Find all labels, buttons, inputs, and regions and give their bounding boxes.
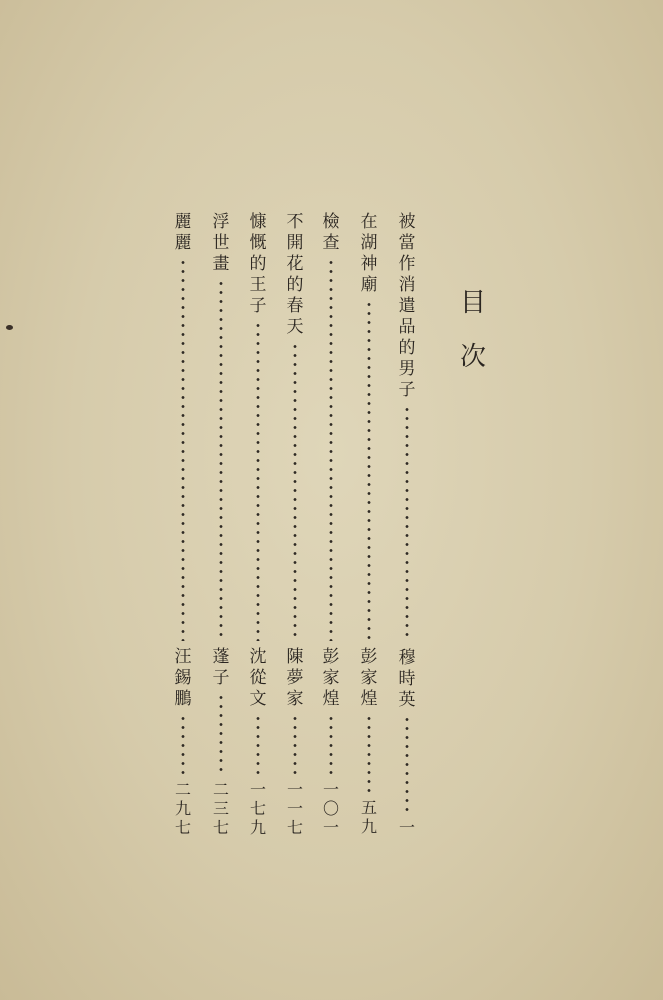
entry-title — [172, 212, 194, 254]
entry-title — [358, 212, 380, 296]
entry-title-char: 遣 — [398, 296, 416, 316]
entry-author-char: 鵬 — [174, 689, 192, 709]
entry-page — [396, 818, 418, 837]
entry-title-char: 查 — [322, 233, 340, 253]
entry-author-char: 彭 — [360, 647, 378, 667]
entry-page — [247, 780, 269, 837]
entry-title-char: 神 — [360, 254, 378, 274]
entry-page — [358, 798, 380, 836]
entry-page — [210, 780, 232, 837]
entry-title-char: 子 — [249, 296, 267, 316]
entry-author-char: 家 — [286, 689, 304, 709]
leader-dots — [256, 321, 260, 641]
entry-title-char: 廟 — [360, 275, 378, 295]
entry-page-char: 三 — [212, 799, 229, 818]
entry-page-char: 七 — [174, 818, 191, 837]
entry-page-char: 七 — [212, 818, 229, 837]
entry-page-char: 一 — [398, 818, 415, 837]
entry-page-char: 一 — [286, 780, 303, 799]
entry-author-char: 彭 — [322, 647, 340, 667]
entry-author-char: 穆 — [398, 648, 416, 668]
heading-char: 目 — [459, 288, 486, 318]
entry-author — [172, 647, 194, 710]
entry-title-char: 慷 — [249, 212, 267, 232]
toc-heading — [457, 290, 489, 370]
entry-page-char: 九 — [249, 818, 266, 837]
leader-dots — [367, 714, 371, 792]
entry-author — [358, 647, 380, 710]
entry-author-char: 錫 — [174, 668, 192, 688]
entry-author-char: 文 — [249, 689, 267, 709]
entry-title-char: 麗 — [174, 212, 192, 232]
entry-title-char: 子 — [398, 380, 416, 400]
leader-dots — [367, 300, 371, 641]
entry-page-char: 一 — [286, 799, 303, 818]
entry-page — [320, 780, 342, 837]
ink-speck — [6, 325, 13, 330]
entry-author-char: 從 — [249, 668, 267, 688]
entry-author — [247, 647, 269, 710]
entry-title-char: 花 — [286, 254, 304, 274]
entry-title-char: 當 — [398, 233, 416, 253]
entry-author-char: 時 — [398, 669, 416, 689]
leader-dots — [405, 405, 409, 642]
entry-page-char: 二 — [212, 780, 229, 799]
entry-title — [284, 212, 306, 338]
entry-page-char: 七 — [286, 818, 303, 837]
entry-title-char: 品 — [398, 317, 416, 337]
entry-title-char: 消 — [398, 275, 416, 295]
entry-author — [284, 647, 306, 710]
entry-title-char: 麗 — [174, 233, 192, 253]
entry-page-char: 二 — [174, 780, 191, 799]
entry-page-char: 九 — [174, 799, 191, 818]
entry-author-char: 子 — [212, 668, 230, 688]
entry-author-char: 英 — [398, 690, 416, 710]
entry-title-char: 作 — [398, 254, 416, 274]
entry-title-char: 世 — [212, 233, 230, 253]
entry-author — [210, 647, 232, 689]
entry-author-char: 陳 — [286, 647, 304, 667]
entry-title-char: 王 — [249, 275, 267, 295]
entry-page-char: 〇 — [322, 799, 339, 818]
entry-title-char: 的 — [286, 275, 304, 295]
entry-title — [247, 212, 269, 317]
entry-title-char: 春 — [286, 296, 304, 316]
entry-title-char: 在 — [360, 212, 378, 232]
entry-author-char: 汪 — [174, 647, 192, 667]
leader-dots — [219, 693, 223, 774]
entry-title-char: 畫 — [212, 254, 230, 274]
entry-page-char: 七 — [249, 799, 266, 818]
leader-dots — [181, 714, 185, 774]
leader-dots — [293, 342, 297, 641]
entry-page — [284, 780, 306, 837]
leader-dots — [293, 714, 297, 774]
entry-title-char: 的 — [249, 254, 267, 274]
entry-title-char: 慨 — [249, 233, 267, 253]
entry-title-char: 浮 — [212, 212, 230, 232]
entry-page-char: 九 — [360, 817, 377, 836]
entry-title-char: 被 — [398, 212, 416, 232]
entry-page — [172, 780, 194, 837]
leader-dots — [219, 279, 223, 641]
entry-author-char: 家 — [322, 668, 340, 688]
entry-author-char: 沈 — [249, 647, 267, 667]
leader-dots — [256, 714, 260, 774]
entry-page-char: 五 — [360, 798, 377, 817]
leader-dots — [181, 258, 185, 641]
leader-dots — [405, 715, 409, 812]
leader-dots — [329, 258, 333, 641]
entry-author — [320, 647, 342, 710]
entry-page-char: 一 — [322, 818, 339, 837]
entry-author-char: 家 — [360, 668, 378, 688]
entry-page-char: 一 — [249, 780, 266, 799]
entry-title-char: 湖 — [360, 233, 378, 253]
entry-author-char: 夢 — [286, 668, 304, 688]
leader-dots — [329, 714, 333, 774]
entry-title — [210, 212, 232, 275]
entry-title-char: 開 — [286, 233, 304, 253]
entry-title — [396, 212, 418, 401]
heading-char: 次 — [459, 342, 486, 372]
entry-author-char: 煌 — [322, 689, 340, 709]
entry-author-char: 蓬 — [212, 647, 230, 667]
entry-author-char: 煌 — [360, 689, 378, 709]
entry-page-char: 一 — [322, 780, 339, 799]
entry-title-char: 男 — [398, 359, 416, 379]
entry-title — [320, 212, 342, 254]
entry-title-char: 檢 — [322, 212, 340, 232]
entry-title-char: 的 — [398, 338, 416, 358]
entry-title-char: 不 — [286, 212, 304, 232]
entry-title-char: 天 — [286, 317, 304, 337]
entry-author — [396, 648, 418, 711]
